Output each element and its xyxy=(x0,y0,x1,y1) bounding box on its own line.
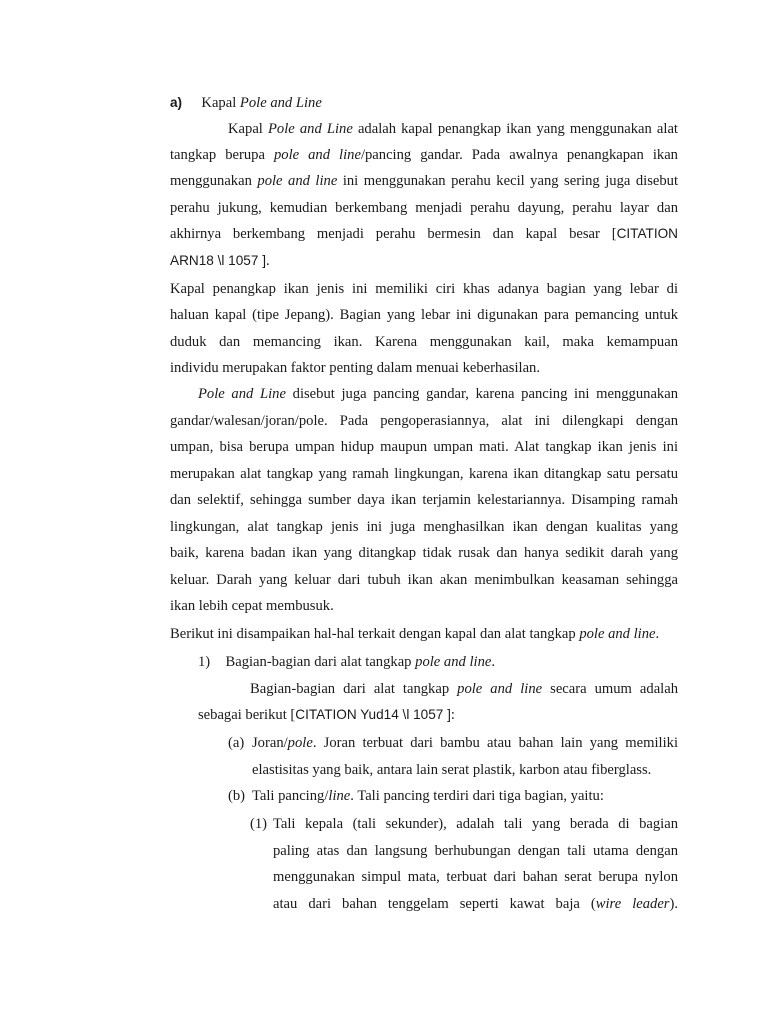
paragraph-4: Berikut ini disampaikan hal-hal terkait dengan kapal dan alat tangkap pole and line. xyxy=(170,626,660,642)
paragraph-3-line-5: dan selektif, sehingga sumber daya ikan terjamin kelestariannya. Disamping ramah xyxy=(170,492,678,508)
paragraph-1-line-3: menggunakan pole and line ini menggunakan perahu kecil yang sering juga disebut xyxy=(170,173,679,189)
sub-item-a-line-1: Joran/pole. Joran terbuat dari bambu atau bahan lain yang memiliki xyxy=(252,735,678,751)
paragraph-1-line-2: tangkap berupa pole and line/pancing gandar. Pada awalnya penangkapan ikan xyxy=(170,147,678,163)
paragraph-3-line-8: keluar. Darah yang keluar dari tubuh ikan akan menimbulkan keasaman sehingga xyxy=(170,572,678,588)
list-number: 1) xyxy=(198,654,211,670)
paragraph-3-line-6: lingkungan, alat tangkap jenis ini juga menghasilkan ikan dengan kualitas yang xyxy=(170,519,678,535)
sub-sub-item-1-line-3: menggunakan simpul mata, terbuat dari bahan serat berupa nylon xyxy=(273,869,678,885)
list-item-1-body-line-2: sebagai berikut [CITATION Yud14 \l 1057 ]: xyxy=(198,707,455,723)
paragraph-3-line-7: baik, karena badan ikan yang ditangkap tidak rusak dan hanya sedikit darah yang xyxy=(170,545,678,561)
heading-text: Kapal xyxy=(201,95,237,111)
sub-item-b-marker: (b) xyxy=(228,788,246,804)
sub-sub-item-1-line-2: paling atas dan langsung berhubungan dengan tali utama dengan xyxy=(273,843,678,859)
heading-italic: Pole and Line xyxy=(239,95,322,111)
paragraph-3-line-1: Pole and Line disebut juga pancing gandar, karena pancing ini menggunakan xyxy=(198,386,678,402)
citation-field: CITATION Yud14 \l 1057 ] xyxy=(295,707,451,722)
sub-item-a-line-2: elastisitas yang baik, antara lain serat plastik, karbon atau fiberglass. xyxy=(252,762,652,778)
paragraph-2-line-4: individu merupakan faktor penting dalam menuai keberhasilan. xyxy=(170,360,540,376)
citation-field: ARN18 \l 1057 ] xyxy=(170,253,266,268)
paragraph-3-line-2: gandar/walesan/joran/pole. Pada pengoperasiannya, alat ini dilengkapi dengan xyxy=(170,413,678,429)
list-item-1-title: 1) Bagian-bagian dari alat tangkap pole and line. xyxy=(198,654,495,670)
paragraph-1-line-6: ARN18 \l 1057 ]. xyxy=(170,253,270,269)
sub-sub-item-1-line-1: Tali kepala (tali sekunder), adalah tali yang berada di bagian xyxy=(273,816,678,832)
paragraph-1-line-4: perahu jukung, kemudian berkembang menjadi perahu dayung, perahu layar dan xyxy=(170,200,678,216)
paragraph-2-line-2: haluan kapal (tipe Jepang). Bagian yang lebar ini digunakan para pemancing untuk xyxy=(170,307,678,323)
paragraph-1-line-5: akhirnya berkembang menjadi perahu bermesin dan kapal besar [CITATION xyxy=(170,226,678,242)
paragraph-3-line-3: umpan, bisa berupa umpan hidup maupun umpan mati. Alat tangkap ikan jenis ini xyxy=(170,439,678,455)
sub-sub-item-1-line-4: atau dari bahan tenggelam seperti kawat baja (wire leader). xyxy=(273,896,678,912)
paragraph-3-line-9: ikan lebih cepat membusuk. xyxy=(170,598,334,614)
sub-item-a-marker: (a) xyxy=(228,735,245,751)
list-item-1-body-line-1: Bagian-bagian dari alat tangkap pole and line secara umum adalah xyxy=(250,681,679,697)
paragraph-3-line-4: merupakan alat tangkap yang ramah lingkungan, karena ikan ditangkap satu persatu xyxy=(170,466,678,482)
section-marker: a) xyxy=(170,95,183,110)
sub-item-b-line: Tali pancing/line. Tali pancing terdiri dari tiga bagian, yaitu: xyxy=(252,788,604,804)
citation-field: CITATION xyxy=(616,226,678,241)
paragraph-2-line-1: Kapal penangkap ikan jenis ini memiliki ciri khas adanya bagian yang lebar di xyxy=(170,281,678,297)
paragraph-2-line-3: duduk dan memancing ikan. Karena menggunakan kail, maka kemampuan xyxy=(170,334,678,350)
section-heading xyxy=(170,94,322,112)
paragraph-1-line-1: Kapal Pole and Line adalah kapal penangkap ikan yang menggunakan alat xyxy=(228,121,678,137)
sub-sub-item-1-marker: (1) xyxy=(250,816,268,832)
